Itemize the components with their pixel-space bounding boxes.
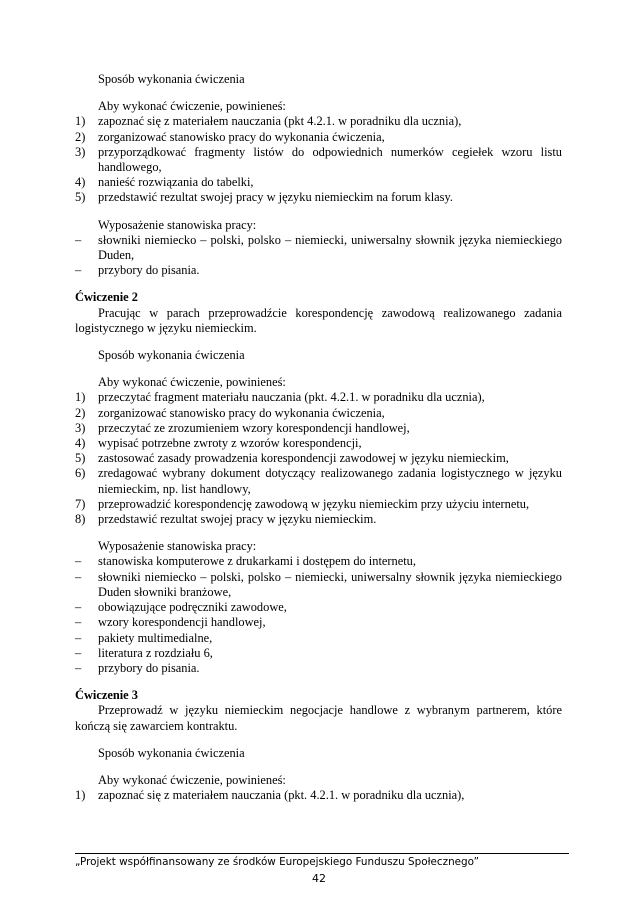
step-text: zredagować wybrany dokument dotyczący realizowanego zadania logistycznego w języku niemieckim, np. list handlowy,	[98, 466, 562, 496]
equipment-item	[75, 263, 562, 278]
step-text: przedstawić rezultat swojej pracy w języku niemieckim.	[98, 512, 377, 527]
equipment-text: przybory do pisania.	[98, 660, 200, 675]
step-text: zapoznać się z materiałem nauczania (pkt 4.2.1. w poradniku dla ucznia),	[98, 114, 462, 129]
step-item	[75, 190, 562, 205]
equipment-list	[75, 554, 562, 676]
footer-text: „Projekt współfinansowany ze środków Europejskiego Funduszu Społecznego”	[75, 856, 480, 868]
equipment-item	[75, 600, 562, 615]
equipment-heading: Wyposażenie stanowiska pracy:	[98, 539, 257, 554]
step-number: 6)	[75, 466, 86, 481]
step-item	[75, 130, 562, 145]
step-text: przeprowadzić korespondencję zawodową w języku niemieckim przy użyciu internetu,	[98, 496, 530, 511]
step-number: 1)	[75, 390, 86, 405]
step-number: 3)	[75, 420, 86, 435]
step-item	[75, 421, 562, 436]
step-text: zapoznać się z materiałem nauczania (pkt. 4.2.1. w poradniku dla ucznia),	[98, 788, 465, 803]
equipment-item	[75, 631, 562, 646]
step-number: 8)	[75, 512, 86, 527]
equipment-text: wzory korespondencji handlowej,	[98, 615, 266, 630]
equipment-list	[75, 233, 562, 279]
equipment-text: przybory do pisania.	[98, 263, 200, 278]
step-item	[75, 512, 562, 527]
step-text: zorganizować stanowisko pracy do wykonania ćwiczenia,	[98, 405, 385, 420]
steps-intro: Aby wykonać ćwiczenie, powinieneś:	[98, 375, 286, 390]
equipment-item	[75, 661, 562, 676]
equipment-item	[75, 570, 562, 600]
equipment-item	[75, 233, 562, 263]
step-text: przeczytać fragment materiału nauczania (pkt. 4.2.1. w poradniku dla ucznia),	[98, 390, 485, 405]
equipment-text: literatura z rozdziału 6,	[98, 645, 213, 660]
exercise-title: Ćwiczenie 3	[75, 688, 138, 703]
dash-marker: –	[75, 554, 82, 569]
step-item	[75, 466, 562, 496]
equipment-item	[75, 615, 562, 630]
step-number: 5)	[75, 451, 86, 466]
step-number: 7)	[75, 496, 86, 511]
dash-marker: –	[75, 600, 82, 615]
dash-marker: –	[75, 569, 82, 584]
equipment-text: stanowiska komputerowe z drukarkami i dostępem do internetu,	[98, 554, 416, 569]
dash-marker: –	[75, 645, 82, 660]
step-text: przeczytać ze zrozumieniem wzory korespondencji handlowej,	[98, 420, 410, 435]
footer-divider	[75, 853, 569, 854]
step-number: 1)	[75, 788, 86, 803]
step-text: przyporządkować fragmenty listów do odpowiednich numerków cegiełek wzoru listu handlowego,	[98, 144, 562, 175]
method-heading: Sposób wykonania ćwiczenia	[98, 348, 245, 363]
dash-marker: –	[75, 630, 82, 645]
exercise-task: Przeprowadź w języku niemieckim negocjacje handlowe z wybranym partnerem, które kończą się zawarciem kontraktu.	[75, 703, 562, 733]
step-number: 2)	[75, 405, 86, 420]
dash-marker: –	[75, 232, 82, 247]
step-text: zorganizować stanowisko pracy do wykonania ćwiczenia,	[98, 129, 385, 144]
page-content	[75, 72, 562, 803]
step-number: 1)	[75, 114, 86, 129]
step-number: 5)	[75, 190, 86, 205]
step-item	[75, 145, 562, 175]
step-number: 4)	[75, 175, 86, 190]
dash-marker: –	[75, 263, 82, 278]
equipment-text: słowniki niemiecko – polski, polsko – niemiecki, uniwersalny słownik języka niemieckiego Duden,	[98, 232, 562, 263]
equipment-item	[75, 554, 562, 569]
method-heading: Sposób wykonania ćwiczenia	[98, 745, 245, 760]
step-text: zastosować zasady prowadzenia korespondencji zawodowej w języku niemieckim,	[98, 451, 509, 466]
method-heading: Sposób wykonania ćwiczenia	[98, 72, 245, 86]
exercise-title: Ćwiczenie 2	[75, 290, 138, 305]
steps-intro: Aby wykonać ćwiczenie, powinieneś:	[98, 99, 286, 114]
step-item	[75, 451, 562, 466]
step-text: wypisać potrzebne zwroty z wzorów korespondencji,	[98, 436, 362, 451]
equipment-text: pakiety multimedialne,	[98, 630, 213, 645]
step-item	[75, 406, 562, 421]
equipment-item	[75, 646, 562, 661]
step-number: 4)	[75, 436, 86, 451]
step-text: nanieść rozwiązania do tabelki,	[98, 175, 254, 190]
step-item	[75, 390, 562, 405]
step-number: 3)	[75, 144, 86, 159]
dash-marker: –	[75, 660, 82, 675]
step-item	[75, 788, 562, 803]
step-text: przedstawić rezultat swojej pracy w języku niemieckim na forum klasy.	[98, 190, 453, 205]
dash-marker: –	[75, 615, 82, 630]
step-item	[75, 175, 562, 190]
steps-list	[75, 390, 562, 527]
page-number: 42	[312, 872, 326, 885]
step-item	[75, 497, 562, 512]
step-number: 2)	[75, 129, 86, 144]
step-item	[75, 436, 562, 451]
equipment-text: słowniki niemiecko – polski, polsko – niemiecki, uniwersalny słownik języka niemieckiego Duden słowniki branżowe,	[98, 569, 562, 599]
steps-intro: Aby wykonać ćwiczenie, powinieneś:	[98, 772, 286, 787]
steps-list	[75, 114, 562, 205]
equipment-text: obowiązujące podręczniki zawodowe,	[98, 600, 287, 615]
exercise-task: Pracując w parach przeprowadźcie korespondencję zawodową realizowanego zadania logistycznego w języku niemieckim.	[75, 305, 562, 335]
step-item	[75, 114, 562, 129]
steps-list	[75, 788, 562, 803]
equipment-heading: Wyposażenie stanowiska pracy:	[98, 217, 257, 232]
